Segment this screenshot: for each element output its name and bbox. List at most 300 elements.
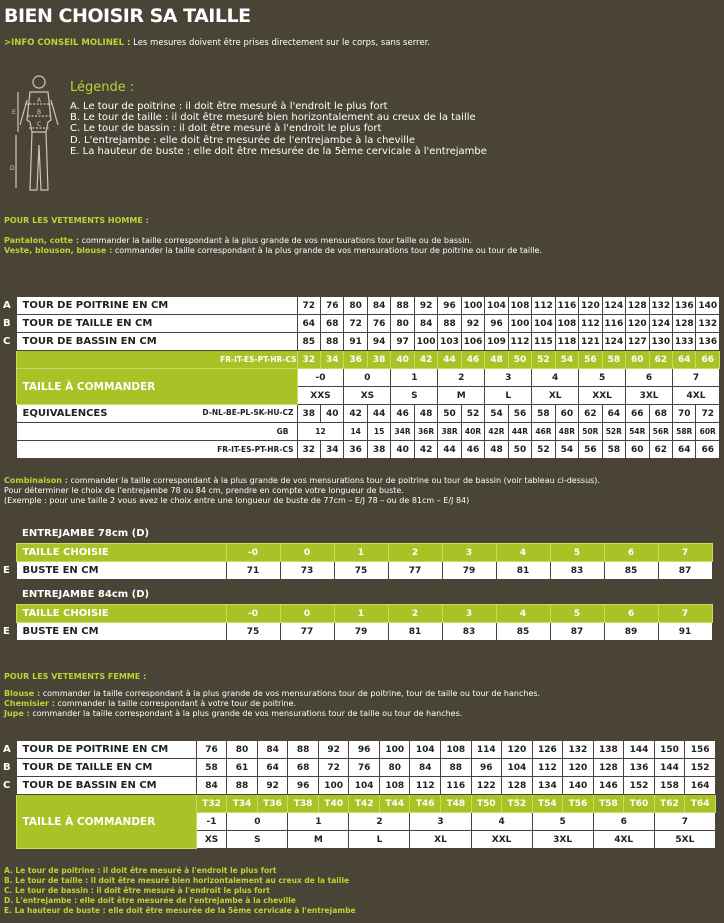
value-cell: 92 [414,297,437,315]
buste-value-cell: 81 [496,562,550,580]
buste-value-cell: 79 [442,562,496,580]
value-cell: 122 [471,777,502,795]
legend-item: B. Le tour de taille : il doit être mesuré bien horizontalement au creux de la taille [70,112,476,124]
value-cell: 96 [471,759,502,777]
value-cell: 126 [532,741,563,759]
value-cell: 88 [441,759,472,777]
femme-line [4,699,540,709]
entrejambe-78-title: ENTREJAMBE 78cm (D) [22,528,150,539]
fr-size-cell: 58 [602,351,625,369]
value-cell: 104 [349,777,380,795]
homme-line [4,236,542,246]
value-cell: 108 [508,297,531,315]
buste-value-cell: 85 [604,562,658,580]
value-cell: 103 [438,333,461,351]
blank-cell [0,813,16,831]
value-cell: 108 [379,777,410,795]
choice-size-cell: 7 [658,544,712,562]
fr-size-cell: 36 [344,351,367,369]
d-size-cell: 52 [461,405,484,423]
buste-value-cell: 77 [280,623,334,641]
order-num-cell: 3 [485,369,532,387]
blank-cell [0,405,16,423]
equivalences-title: EQUIVALENCES [22,408,108,419]
buste-label: BUSTE EN CM [16,562,226,580]
value-cell: 91 [344,333,367,351]
d-size-cell: 50 [438,405,461,423]
buste-value-cell: 89 [604,623,658,641]
order-num-cell: 0 [227,813,288,831]
value-cell: 64 [257,759,288,777]
d-size-cell: 54 [485,405,508,423]
order-num-cell: 5 [579,369,626,387]
value-cell: 96 [288,777,319,795]
value-cell: 120 [563,759,594,777]
buste-value-cell: 75 [226,623,280,641]
femme-line [4,709,540,719]
fr2-size-cell: 32 [297,441,320,459]
fr-size-cell: 66 [696,351,720,369]
order-size-cell: 4XL [593,831,654,849]
value-cell: 84 [410,759,441,777]
table-row [0,605,712,623]
value-cell: 84 [367,297,390,315]
table-row [0,759,716,777]
value-cell: 97 [391,333,414,351]
fr-size-cell: 56 [579,351,602,369]
value-cell: 76 [349,759,380,777]
buste-value-cell: 77 [388,562,442,580]
line-text: Pour déterminer le choix de l'entrejambe 78 ou 84 cm, prendre en compte votre longueur de buste. [4,486,404,495]
svg-text:E: E [12,109,16,116]
gb-size-cell: 56R [649,423,672,441]
fr2-size-cell: 54 [555,441,578,459]
line-text: commander la taille correspondant à la plus grande de vos mensurations tour de taille ou tour de hanches. [29,709,463,718]
value-cell: 115 [532,333,555,351]
d-size-cell: 64 [602,405,625,423]
order-label: TAILLE À COMMANDER [16,369,297,405]
row-label: TOUR DE BASSIN EN CM [16,333,297,351]
choice-size-cell: 6 [604,605,658,623]
table-row [0,795,716,813]
buste-value-cell: 85 [496,623,550,641]
table-row [0,741,716,759]
order-num-cell: 4 [471,813,532,831]
value-cell: 68 [288,759,319,777]
measurement-figure-icon [4,70,64,200]
value-cell: 88 [320,333,343,351]
value-cell: 124 [602,333,625,351]
d-size-cell: 56 [508,405,531,423]
gb-size-cell: 54R [626,423,649,441]
order-num-cell: 6 [593,813,654,831]
buste-value-cell: 71 [226,562,280,580]
d-size-cell: 62 [579,405,602,423]
fr2-label: FR-IT-ES-PT-HR-CS [16,441,297,459]
table-row [0,562,712,580]
value-cell: 96 [349,741,380,759]
line-text: commander la taille correspondant à la plus grande de vos mensurations tour de poitrine ou tour de taille. [112,246,543,255]
choice-size-cell: 4 [496,605,550,623]
t-size-cell: T34 [227,795,258,813]
bottom-note: B. Le tour de taille : il doit être mesuré bien horizontalement au creux de la taille [4,876,350,885]
value-cell: 88 [288,741,319,759]
blank-cell [0,544,16,562]
fr2-size-cell: 52 [532,441,555,459]
choice-size-cell: 4 [496,544,550,562]
entrejambe-84-title: ENTREJAMBE 84cm (D) [22,589,150,600]
fr-size-cell: 64 [673,351,696,369]
choice-size-cell: 6 [604,544,658,562]
t-size-cell: T46 [410,795,441,813]
value-cell: 88 [391,297,414,315]
combi-line [4,476,600,486]
line-text: commander la taille correspondant à votre tour de poitrine. [54,699,297,708]
value-cell: 146 [593,777,624,795]
value-cell: 96 [438,297,461,315]
buste-label: BUSTE EN CM [16,623,226,641]
fr-size-cell: 54 [555,351,578,369]
buste-value-cell: 83 [550,562,604,580]
fr2-size-cell: 38 [367,441,390,459]
value-cell: 116 [555,297,578,315]
gb-size-cell: 38R [438,423,461,441]
row-label: TOUR DE POITRINE EN CM [16,741,196,759]
blank-cell [0,387,16,405]
value-cell: 132 [563,741,594,759]
line-key: Jupe : [4,709,30,718]
line-key: Chemisier : [4,699,55,708]
row-letter: B [3,318,11,329]
row-label: TOUR DE BASSIN EN CM [16,777,196,795]
order-size-cell: XS [344,387,391,405]
fr-size-cell: 52 [532,351,555,369]
value-cell: 136 [624,759,655,777]
homme-instructions [4,236,542,256]
fr-size-cell: 50 [508,351,531,369]
t-size-cell: T32 [196,795,227,813]
fr-size-cell: 44 [438,351,461,369]
order-num-cell: -0 [297,369,344,387]
choice-size-cell: 0 [280,544,334,562]
legend-item: C. Le tour de bassin : il doit être mesuré à l'endroit le plus fort [70,123,382,135]
table-row [0,623,712,641]
value-cell: 120 [502,741,533,759]
gb-size-cell: 44R [508,423,531,441]
t-size-cell: T48 [441,795,472,813]
d-size-cell: 66 [626,405,649,423]
legend-title: Légende : [70,80,135,95]
value-cell: 104 [485,297,508,315]
line-key: Blouse : [4,689,41,698]
value-cell: 120 [579,297,602,315]
table-row [0,369,720,387]
fr-size-cell: 42 [414,351,437,369]
fr2-size-cell: 62 [649,441,672,459]
bottom-notes [4,866,356,916]
row-letter: E [3,565,10,576]
combi-line [4,496,600,506]
value-cell: 72 [318,759,349,777]
value-cell: 158 [654,777,685,795]
value-cell: 76 [320,297,343,315]
fr-size-cell: 34 [320,351,343,369]
gb-size-cell: 40R [461,423,484,441]
fr2-size-cell: 34 [320,441,343,459]
value-cell: 88 [227,777,258,795]
fr-size-cell: 46 [461,351,484,369]
d-size-cell: 38 [297,405,320,423]
order-size-cell: XS [196,831,227,849]
value-cell: 130 [649,333,672,351]
d-size-cell: 60 [555,405,578,423]
t-size-cell: T62 [654,795,685,813]
value-cell: 92 [461,315,484,333]
choice-size-cell: 2 [388,544,442,562]
value-cell: 72 [344,315,367,333]
value-cell: 112 [410,777,441,795]
line-key: Pantalon, cotte : [4,236,80,245]
entrejambe-84-table [0,604,713,641]
choice-label: TAILLE CHOISIE [16,605,226,623]
row-label: TOUR DE TAILLE EN CM [16,315,297,333]
line-text: commander la taille correspondant à la plus grande de vos mensurations tour taille ou de bassin. [79,236,473,245]
fr2-size-cell: 50 [508,441,531,459]
order-size-cell: L [349,831,410,849]
table-row [0,423,720,441]
svg-text:D: D [10,165,15,172]
order-num-cell: 7 [654,813,715,831]
fr-size-cell: 32 [297,351,320,369]
t-size-cell: T52 [502,795,533,813]
table-row [0,351,720,369]
row-letter: C [3,780,11,791]
t-size-cell: T64 [685,795,716,813]
d-size-cell: 46 [391,405,414,423]
order-size-cell: M [438,387,485,405]
homme-line [4,246,542,256]
order-num-cell: 4 [532,369,579,387]
gb-size-cell: 58R [673,423,696,441]
fr-size-cell: 48 [485,351,508,369]
table-row [0,315,720,333]
fr2-size-cell: 48 [485,441,508,459]
row-letter: A [3,744,11,755]
choice-size-cell: 3 [442,605,496,623]
t-size-cell: T56 [563,795,594,813]
t-size-cell: T60 [624,795,655,813]
value-cell: 112 [532,759,563,777]
order-num-cell: 7 [673,369,720,387]
value-cell: 112 [579,315,602,333]
value-cell: 120 [626,315,649,333]
d-size-cell: 48 [414,405,437,423]
fr2-size-cell: 44 [438,441,461,459]
gb-size-cell: 14 [344,423,367,441]
choice-size-cell: 1 [334,605,388,623]
fr-label: FR-IT-ES-PT-HR-CS [16,351,297,369]
value-cell: 109 [485,333,508,351]
value-cell: 121 [579,333,602,351]
gb-size-cell: 34R [391,423,414,441]
bottom-note: D. L'entrejambe : elle doit être mesurée de l'entrejambe à la cheville [4,896,296,905]
value-cell: 72 [297,297,320,315]
gb-label: GB [16,423,297,441]
bottom-note: A. Le tour de poitrine : il doit être mesuré à l'endroit le plus fort [4,866,277,875]
t-size-cell: T50 [471,795,502,813]
value-cell: 144 [654,759,685,777]
fr2-size-cell: 56 [579,441,602,459]
value-cell: 100 [414,333,437,351]
value-cell: 128 [593,759,624,777]
value-cell: 116 [602,315,625,333]
value-cell: 140 [563,777,594,795]
d-size-cell: 44 [367,405,390,423]
buste-value-cell: 87 [550,623,604,641]
row-label: TOUR DE POITRINE EN CM [16,297,297,315]
row-letter: C [3,336,11,347]
choice-size-cell: 3 [442,544,496,562]
svg-text:B: B [37,109,42,116]
order-label: TAILLE À COMMANDER [16,795,196,849]
choice-size-cell: 5 [550,605,604,623]
value-cell: 100 [508,315,531,333]
t-size-cell: T38 [288,795,319,813]
value-cell: 144 [624,741,655,759]
value-cell: 150 [654,741,685,759]
row-letter: B [3,762,11,773]
value-cell: 132 [649,297,672,315]
order-num-cell: 2 [438,369,485,387]
order-num-cell: 0 [344,369,391,387]
order-size-cell: XXL [579,387,626,405]
advice-text: Les mesures doivent être prises directement sur le corps, sans serrer. [130,38,431,48]
value-cell: 85 [297,333,320,351]
order-num-cell: 1 [288,813,349,831]
t-size-cell: T54 [532,795,563,813]
line-key: Veste, blouson, blouse : [4,246,113,255]
gb-size-cell: 12 [297,423,344,441]
buste-value-cell: 81 [388,623,442,641]
value-cell: 136 [696,333,720,351]
homme-heading: POUR LES VETEMENTS HOMME : [4,216,149,225]
blank-cell [0,831,16,849]
value-cell: 84 [414,315,437,333]
blank-cell [0,423,16,441]
gb-size-cell: 15 [367,423,390,441]
value-cell: 128 [626,297,649,315]
t-size-cell: T58 [593,795,624,813]
value-cell: 136 [673,297,696,315]
value-cell: 127 [626,333,649,351]
order-num-cell: 5 [532,813,593,831]
value-cell: 92 [257,777,288,795]
order-size-cell: 3XL [532,831,593,849]
buste-value-cell: 75 [334,562,388,580]
value-cell: 164 [685,777,716,795]
fr2-size-cell: 40 [391,441,414,459]
blank-cell [0,441,16,459]
gb-size-cell: 50R [579,423,602,441]
line-text: commander la taille correspondant à la plus grande de vos mensurations tour de poitrine, tour de taille ou tour de hanches. [40,689,541,698]
value-cell: 140 [696,297,720,315]
row-letter: A [3,300,11,311]
value-cell: 80 [227,741,258,759]
value-cell: 106 [461,333,484,351]
value-cell: 128 [502,777,533,795]
buste-value-cell: 87 [658,562,712,580]
value-cell: 100 [461,297,484,315]
d-size-cell: 72 [696,405,720,423]
value-cell: 76 [196,741,227,759]
t-size-cell: T44 [379,795,410,813]
table-row [0,297,720,315]
legend-item: E. La hauteur de buste : elle doit être mesurée de la 5ème cervicale à l'entrejambe [70,145,487,157]
choice-size-cell: 0 [280,605,334,623]
value-cell: 104 [502,759,533,777]
legend [70,80,487,157]
choice-size-cell: 7 [658,605,712,623]
value-cell: 100 [318,777,349,795]
value-cell: 80 [379,759,410,777]
buste-value-cell: 83 [442,623,496,641]
choice-size-cell: 2 [388,605,442,623]
fr2-size-cell: 46 [461,441,484,459]
t-size-cell: T42 [349,795,380,813]
page-title: BIEN CHOISIR SA TAILLE [4,5,251,27]
bottom-note: C. Le tour de bassin : il doit être mesuré à l'endroit le plus fort [4,886,270,895]
value-cell: 152 [685,759,716,777]
t-size-cell: T40 [318,795,349,813]
value-cell: 124 [649,315,672,333]
homme-size-table [0,296,720,459]
table-row [0,441,720,459]
value-cell: 92 [318,741,349,759]
value-cell: 58 [196,759,227,777]
equivalence-label [16,405,297,423]
value-cell: 61 [227,759,258,777]
order-size-cell: S [227,831,288,849]
value-cell: 118 [555,333,578,351]
blank-cell [0,795,16,813]
fr-size-cell: 62 [649,351,672,369]
value-cell: 88 [438,315,461,333]
value-cell: 94 [367,333,390,351]
value-cell: 68 [320,315,343,333]
blank-cell [0,351,16,369]
order-num-cell: 6 [626,369,673,387]
gb-size-cell: 48R [555,423,578,441]
order-size-cell: 5XL [654,831,715,849]
value-cell: 96 [485,315,508,333]
order-size-cell: S [391,387,438,405]
value-cell: 152 [624,777,655,795]
choice-size-cell: 1 [334,544,388,562]
entrejambe-78-table [0,543,713,580]
order-size-cell: L [485,387,532,405]
order-size-cell: 3XL [626,387,673,405]
value-cell: 133 [673,333,696,351]
fr2-size-cell: 42 [414,441,437,459]
legend-item: A. Le tour de poitrine : il doit être mesuré à l'endroit le plus fort [70,101,388,112]
order-size-cell: XL [410,831,471,849]
value-cell: 100 [379,741,410,759]
value-cell: 134 [532,777,563,795]
legend-item: D. L'entrejambe : elle doit être mesurée de l'entrejambe à la cheville [70,134,415,146]
table-row [0,544,712,562]
value-cell: 104 [532,315,555,333]
value-cell: 112 [508,333,531,351]
